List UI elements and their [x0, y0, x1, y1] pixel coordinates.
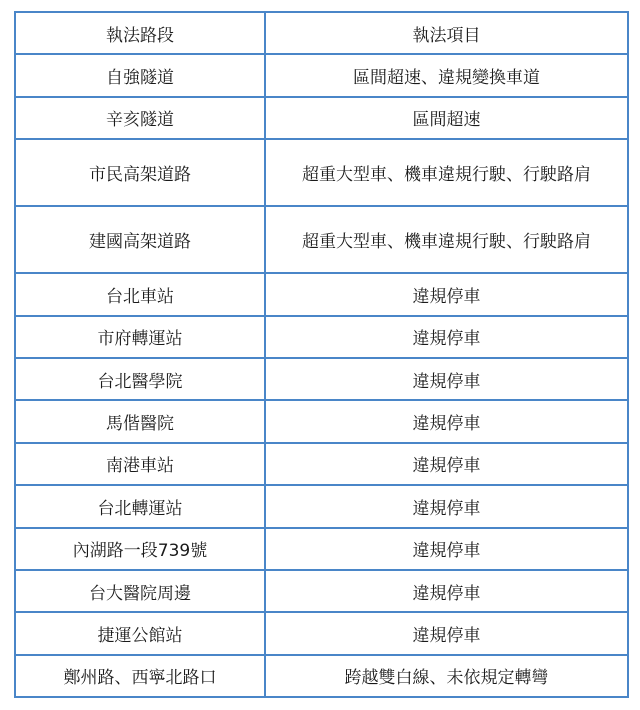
section-cell: 南港車站 [15, 443, 265, 485]
section-cell: 建國高架道路 [15, 206, 265, 273]
item-cell: 超重大型車、機車違規行駛、行駛路肩 [265, 139, 628, 206]
section-cell: 辛亥隧道 [15, 97, 265, 139]
item-cell: 區間超速、違規變換車道 [265, 54, 628, 96]
table-row [15, 97, 628, 139]
section-cell: 市府轉運站 [15, 316, 265, 358]
item-cell: 違規停車 [265, 485, 628, 527]
section-cell: 鄭州路、西寧北路口 [15, 655, 265, 697]
table-row [15, 358, 628, 400]
header-cell-section: 執法路段 [15, 12, 265, 54]
table-row [15, 206, 628, 273]
table-row [15, 54, 628, 96]
item-cell: 違規停車 [265, 612, 628, 654]
table-row [15, 273, 628, 315]
table-row [15, 316, 628, 358]
item-cell: 違規停車 [265, 400, 628, 442]
table-row [15, 485, 628, 527]
item-cell: 違規停車 [265, 316, 628, 358]
section-cell: 內湖路一段739號 [15, 528, 265, 570]
item-cell: 違規停車 [265, 358, 628, 400]
section-cell: 台北醫學院 [15, 358, 265, 400]
item-cell: 違規停車 [265, 570, 628, 612]
item-cell: 違規停車 [265, 273, 628, 315]
table-row [15, 528, 628, 570]
table-row [15, 612, 628, 654]
header-cell-item: 執法項目 [265, 12, 628, 54]
item-cell: 違規停車 [265, 528, 628, 570]
table-header-row [15, 12, 628, 54]
item-cell: 超重大型車、機車違規行駛、行駛路肩 [265, 206, 628, 273]
section-cell: 市民高架道路 [15, 139, 265, 206]
section-cell: 台大醫院周邊 [15, 570, 265, 612]
enforcement-table [14, 11, 629, 698]
table-row [15, 655, 628, 697]
table-row [15, 443, 628, 485]
item-cell: 區間超速 [265, 97, 628, 139]
item-cell: 違規停車 [265, 443, 628, 485]
section-cell: 台北車站 [15, 273, 265, 315]
section-cell: 捷運公館站 [15, 612, 265, 654]
section-cell: 自強隧道 [15, 54, 265, 96]
item-cell: 跨越雙白線、未依規定轉彎 [265, 655, 628, 697]
section-cell: 台北轉運站 [15, 485, 265, 527]
table-row [15, 139, 628, 206]
section-cell: 馬偕醫院 [15, 400, 265, 442]
table-row [15, 570, 628, 612]
table-row [15, 400, 628, 442]
